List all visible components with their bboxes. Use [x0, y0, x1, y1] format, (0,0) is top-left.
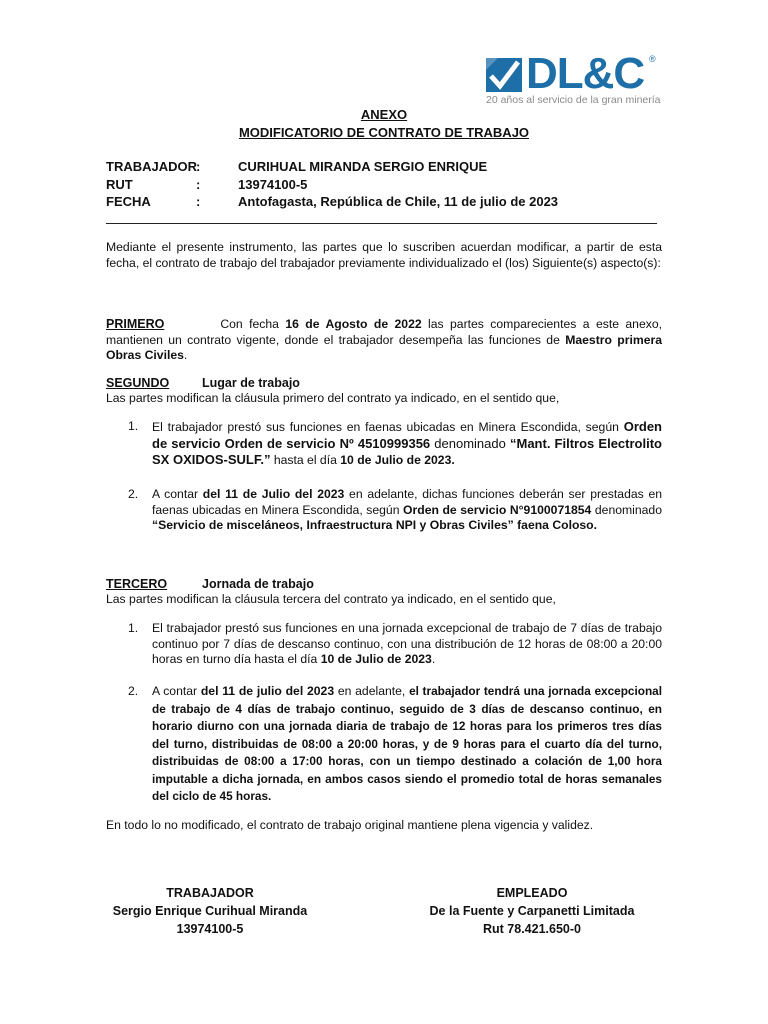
clause-primero: [106, 317, 662, 364]
clause-tercero-heading: [106, 577, 314, 591]
worker-value: CURIHUAL MIRANDA SERGIO ENRIQUE: [238, 159, 488, 174]
worker-colon: :: [196, 159, 201, 174]
rut-label: RUT: [106, 177, 133, 192]
segundo-item-1: [128, 419, 662, 469]
date-value: Antofagasta, República de Chile, 11 de julio de 2023: [238, 194, 559, 209]
document-subtitle: MODIFICATORIO DE CONTRATO DE TRABAJO: [238, 125, 530, 140]
tercero-item-2: [128, 683, 662, 806]
tercero-item-2-text-1: A contar: [152, 684, 201, 698]
rut-value: 13974100-5: [238, 177, 308, 192]
segundo-item-1-date: 10 de Julio de 2023.: [340, 453, 455, 467]
segundo-item-1-order: Orden de servicio Orden de servicio Nº 4510999356: [152, 419, 662, 451]
tercero-item-2-text-2: en adelante,: [334, 684, 410, 698]
tercero-item-2-number: 2.: [128, 684, 139, 698]
signature-employer-name: De la Fuente y Carpanetti Limitada: [429, 904, 635, 918]
rut-colon: :: [196, 177, 201, 192]
document-title: ANEXO: [360, 107, 408, 122]
signature-worker-name: Sergio Enrique Curihual Miranda: [112, 904, 308, 918]
segundo-title: Lugar de trabajo: [202, 376, 300, 390]
logo-checkmark-icon: [486, 58, 522, 92]
tercero-item-1-text-1: El trabajador prestó sus funciones en una jornada excepcional de trabajo de 7 días de trabajo continuo por 7 días de descanso continuo, con una distribución de 12 horas de 08:00 a 20:00 horas en turno día hasta el día: [152, 621, 662, 666]
signature-worker: [96, 884, 324, 938]
segundo-item-1-text-1: El trabajador prestó sus funciones en faenas ubicadas en Minera Escondida, según: [152, 420, 624, 434]
signature-worker-role: TRABAJADOR: [166, 886, 254, 900]
segundo-lead: Las partes modifican la cláusula primero del contrato ya indicado, en el sentido que,: [106, 391, 560, 405]
segundo-item-1-text-3: hasta el día: [270, 453, 341, 467]
header-worker-row: [106, 159, 487, 174]
primero-date: 16 de Agosto de 2022: [285, 317, 422, 331]
segundo-item-1-service-name: “Mant. Filtros Electrolito SX OXIDOS-SULF.”: [152, 435, 662, 467]
header-rut-row: [106, 177, 307, 192]
date-label: FECHA: [106, 194, 151, 209]
company-logo: [486, 49, 676, 108]
tercero-item-1: [128, 621, 662, 668]
tercero-item-2-schedule: el trabajador tendrá una jornada excepcional de trabajo de 4 días de trabajo continuo, seguido de 3 días de descanso continuo, en horario diurno con una jornada diaria de trabajo de 12 horas para los primeros tres días del turno, distribuidas de 08:00 a 20:00 horas, y de 9 horas para el cuarto día del turno, distribuidas de 08:00 a 17:00 horas, con un tiempo destinado a colación de 1,00 hora imputable a dicha jornada, en ambos casos siendo el promedio total de horas semanales del ciclo de 45 horas.: [152, 684, 662, 803]
primero-label: PRIMERO: [106, 317, 165, 331]
segundo-item-2-text-3: denominado: [591, 502, 662, 517]
logo-registered-mark: ®: [649, 54, 656, 64]
header-separator-line: [106, 223, 657, 224]
primero-role: Maestro primera Obras Civiles: [106, 332, 663, 362]
segundo-item-2-text-2: en adelante, dichas funciones deberán ser prestadas en faenas ubicadas en Minera Escondida, según: [152, 487, 663, 517]
segundo-item-2-text-1: A contar: [152, 487, 203, 501]
intro-paragraph: Mediante el presente instrumento, las partes que lo suscriben acuerdan modificar, a partir de esta fecha, el contrato de trabajo del trabajador previamente individualizado el (los) Siguiente(s) aspecto(s):: [106, 240, 662, 270]
primero-text-2: las partes comparecientes a este anexo, mantienen un contrato vigente, donde el trabajador desempeña las funciones de: [106, 317, 662, 347]
segundo-item-2-order: Orden de servicio N°9100071854: [403, 502, 592, 517]
segundo-item-2: [128, 487, 662, 534]
worker-label: TRABAJADOR: [106, 159, 197, 174]
closing-paragraph: En todo lo no modificado, el contrato de trabajo original mantiene plena vigencia y validez.: [106, 818, 594, 832]
tercero-item-1-text-2: .: [431, 652, 436, 666]
tercero-lead: Las partes modifican la cláusula tercera del contrato ya indicado, en el sentido que,: [106, 592, 556, 606]
signature-employer-role: EMPLEADO: [496, 886, 568, 900]
tercero-item-1-number: 1.: [128, 621, 139, 635]
primero-text-1: Con fecha: [220, 317, 286, 331]
segundo-item-1-number: 1.: [128, 419, 139, 433]
primero-text-3: .: [183, 348, 188, 362]
tercero-item-1-date: 10 de Julio de 2023: [320, 652, 432, 666]
clause-segundo-heading: [106, 376, 300, 390]
signature-employer-id: Rut 78.421.650-0: [483, 922, 581, 936]
signature-worker-id: 13974100-5: [176, 922, 244, 936]
signature-employer: [404, 884, 660, 938]
segundo-label: SEGUNDO: [106, 376, 170, 390]
tercero-label: TERCERO: [106, 577, 168, 591]
segundo-item-2-date: del 11 de Julio del 2023: [202, 487, 345, 501]
tercero-item-2-date: del 11 de julio del 2023: [200, 684, 335, 698]
segundo-item-1-text-2: denominado: [430, 435, 510, 451]
segundo-item-2-number: 2.: [128, 487, 139, 501]
segundo-item-2-service-name: “Servicio de misceláneos, Infraestructura NPI y Obras Civiles” faena Coloso.: [152, 518, 598, 532]
date-colon: :: [196, 194, 201, 209]
tercero-title: Jornada de trabajo: [202, 577, 314, 591]
header-date-row: [106, 194, 558, 209]
logo-brand-text: DL&C: [526, 49, 645, 98]
logo-tagline: 20 años al servicio de la gran minería: [486, 94, 661, 106]
